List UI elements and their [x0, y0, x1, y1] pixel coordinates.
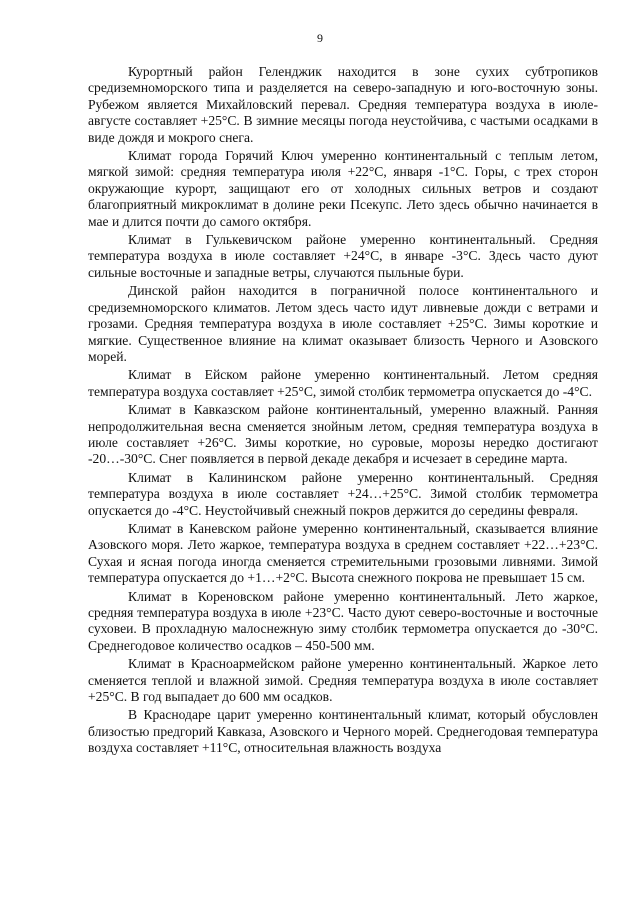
- paragraph-krasnoarmeyskiy: Климат в Красноармейском районе умеренно континентальный. Жаркое лето сменяется теплой и влажной зимой. Средняя температура воздуха в июле составляет +25°С. В год выпадает до 600 мм осадков.: [88, 656, 598, 705]
- paragraph-yeysk: Климат в Ейском районе умеренно континентальный. Летом средняя температура воздуха составляет +25°С, зимой столбик термометра опускается до -4°С.: [88, 367, 598, 399]
- page-number: 9: [317, 31, 323, 45]
- paragraph-gelendzhik: Курортный район Геленджик находится в зоне сухих субтропиков средиземноморского типа и разделяется на северо-западную и юго-восточную зоны. Рубежом является Михайловский перевал. Средняя температура воздуха в июле-августе составляет +25°С. В зимние месяцы погода неустойчива, с частыми осадками в виде дождя и мокрого снега.: [88, 64, 598, 145]
- paragraph-gulkevichi: Климат в Гулькевичском районе умеренно континентальный. Средняя температура воздуха в июле составляет +24°С, в январе -3°С. Здесь часто дуют сильные восточные и западные ветры, случаются пыльные бури.: [88, 232, 598, 280]
- paragraph-kavkazskiy: Климат в Кавказском районе континентальный, умеренно влажный. Ранняя непродолжительная весна сменяется знойным летом, средняя температура воздуха в июле составляет +26°С. Зимы короткие, но суровые, морозы нередко достигают -20…-30°С. Снег появляется в первой декаде декабря и исчезает в середине марта.: [88, 402, 598, 467]
- paragraph-krasnodar: В Краснодаре царит умеренно континентальный климат, который обусловлен близостью предгорий Кавказа, Азовского и Черного морей. Среднегодовая температура воздуха составляет +11°С, относительная влажность воздуха: [88, 707, 598, 756]
- paragraph-dinskoy: Динской район находится в пограничной полосе континентального и средиземноморского климатов. Летом здесь часто идут ливневые дожди с ветрами и грозами. Средняя температура воздуха в июле составляет +25°С. Зимы короткие и мягкие. Существенное влияние на климат оказывает близость Черного и Азовского морей.: [88, 283, 598, 364]
- paragraph-kalininskiy: Климат в Калининском районе умеренно континентальный. Средняя температура воздуха в июле составляет +24…+25°С. Зимой столбик термометра опускается до -4°С. Неустойчивый снежный покров держится до середины февраля.: [88, 469, 598, 518]
- paragraph-goryachiy-klyuch: Климат города Горячий Ключ умеренно континентальный с теплым летом, мягкой зимой: средняя температура июля +22°С, января -1°С. Горы, с трех сторон окружающие курорт, защищают его от холодных сильных ветров и создают благоприятный микроклимат в долине реки Псекупс. Лето здесь обычно начинается в мае и длится почти до самого октября.: [88, 148, 598, 229]
- paragraph-kanevskoy: Климат в Каневском районе умеренно континентальный, сказывается влияние Азовского моря. Лето жаркое, температура воздуха в среднем составляет +22…+23°С. Сухая и ясная погода иногда сменяется стремительными грозовыми ливнями. Зимой температура опускается до +1…+2°С. Высота снежного покрова не превышает 15 см.: [88, 520, 598, 586]
- text-body: [88, 64, 598, 759]
- paragraph-korenovskiy: Климат в Кореновском районе умеренно континентальный. Лето жаркое, средняя температура воздуха в июле +23°С. Часто дуют северо-восточные и восточные суховеи. В прохладную малоснежную зиму столбик термометра опускается до -30°С. Среднегодовое количество осадков – 450-500 мм.: [88, 588, 598, 653]
